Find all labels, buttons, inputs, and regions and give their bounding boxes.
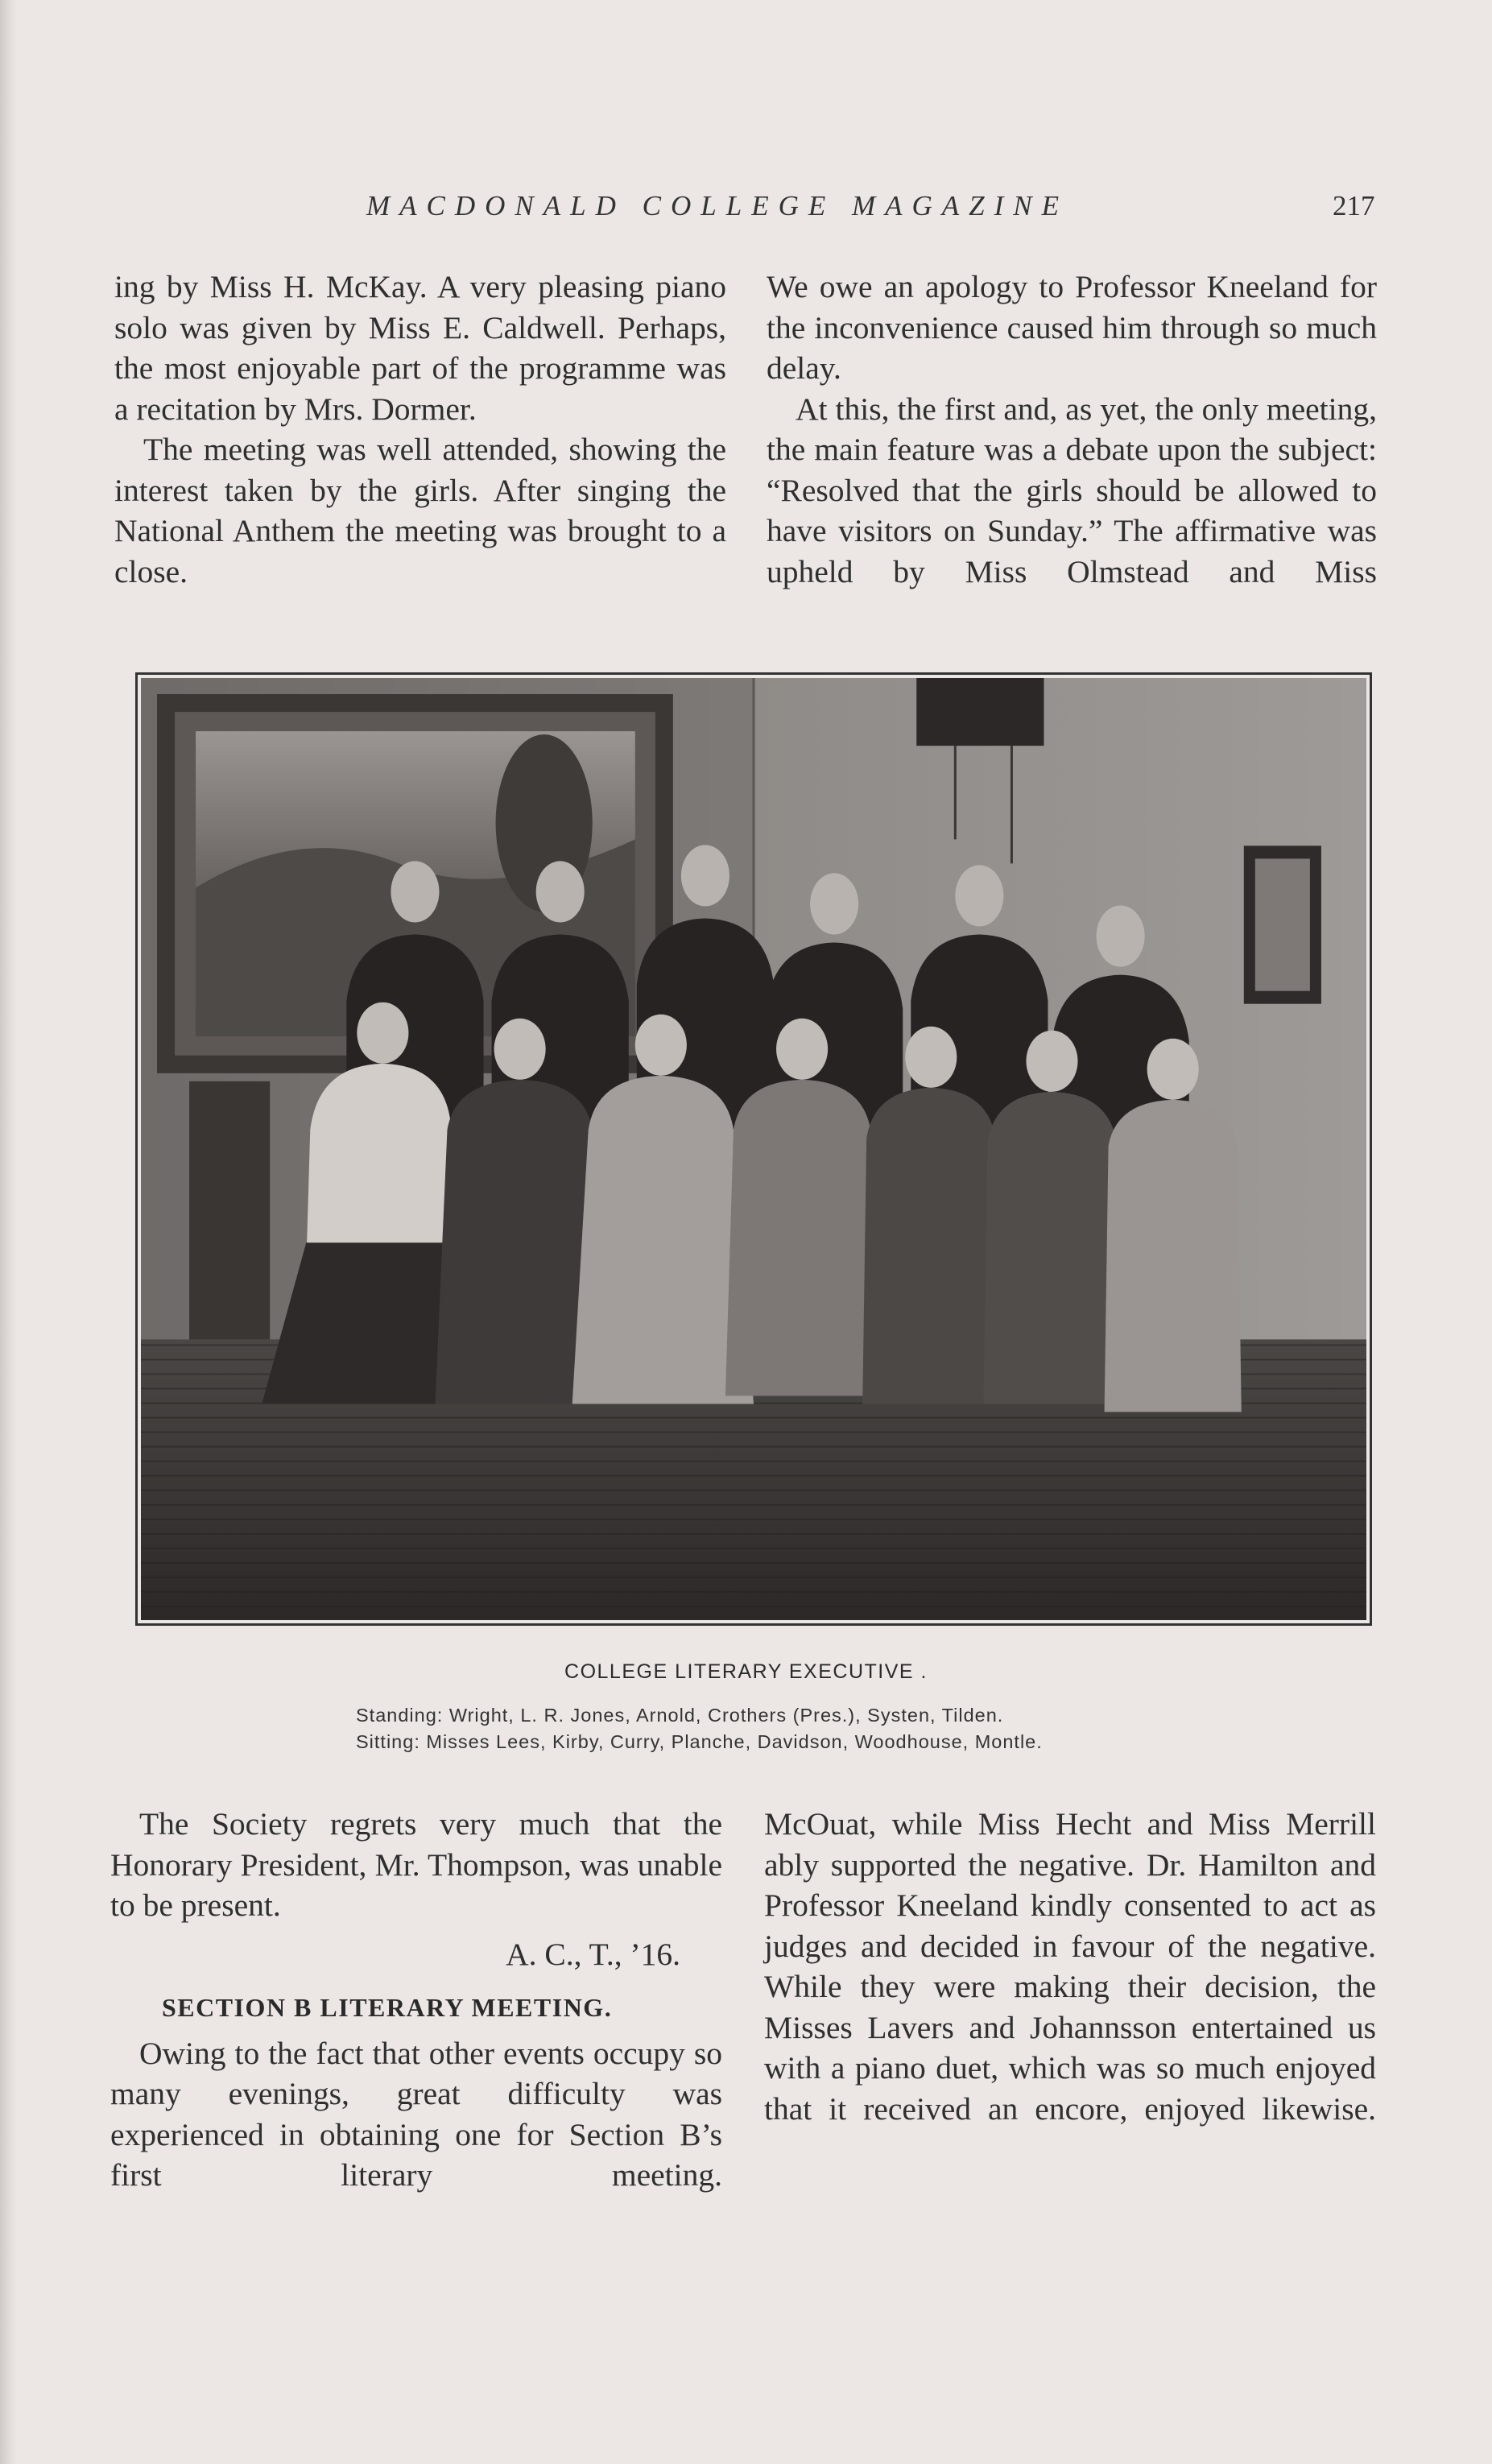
photo-caption-sitting: Sitting: Misses Lees, Kirby, Curry, Planche, Davidson, Woodhouse, Montle. xyxy=(356,1731,1043,1752)
paragraph: The meeting was well attended, showing the interest taken by the girls. After singing the National Anthem the meeting was brought to a close. xyxy=(114,432,726,589)
column-bottom-right xyxy=(764,1804,1376,2129)
column-top-left xyxy=(114,267,726,592)
group-photograph xyxy=(135,672,1372,1626)
paragraph: McOuat, while Miss Hecht and Miss Merrill ably supported the negative. Dr. Hamilton and Professor Kneeland kindly consented to act as judges and decided in favour of the negative. While they were making their decision, the Misses Lavers and Johannsson entertained us with a piano duet, which was so much enjoyed that it received an encore, enjoyed likewise. xyxy=(764,1806,1376,2127)
paragraph: The Society regrets very much that the Honorary President, Mr. Thompson, was unable to be present. xyxy=(110,1806,722,1923)
paragraph: We owe an apology to Professor Kneeland for the inconvenience caused him through so much delay. xyxy=(767,269,1377,386)
paragraph: At this, the first and, as yet, the only meeting, the main feature was a debate upon the subject: “Resolved that the girls should be allowed to have visitors on Sunday.” The affirmative was upheld by Miss Olmstead and Miss xyxy=(767,391,1377,589)
page-gutter-shadow xyxy=(0,0,18,2464)
photograph-image xyxy=(141,678,1366,1620)
column-bottom-left xyxy=(110,1804,722,2196)
section-heading: SECTION B LITERARY MEETING. xyxy=(162,1993,613,2022)
running-title: MACDONALD COLLEGE MAGAZINE xyxy=(366,190,1069,221)
author-signature: A. C., T., ’16. xyxy=(506,1936,680,1972)
paragraph: ing by Miss H. McKay. A very pleasing piano solo was given by Miss E. Caldwell. Perhaps, the most enjoyable part of the programme was a recitation by Mrs. Dormer. xyxy=(114,269,726,427)
paragraph: Owing to the fact that other events occupy so many evenings, great difficulty was experienced in obtaining one for Section B’s first literary meeting. xyxy=(110,2035,722,2193)
photo-caption-standing: Standing: Wright, L. R. Jones, Arnold, Crothers (Pres.), Systen, Tilden. xyxy=(356,1705,1004,1726)
page-number: 217 xyxy=(1333,190,1375,221)
photo-caption-title: COLLEGE LITERARY EXECUTIVE . xyxy=(564,1660,928,1683)
column-top-right xyxy=(767,267,1377,592)
